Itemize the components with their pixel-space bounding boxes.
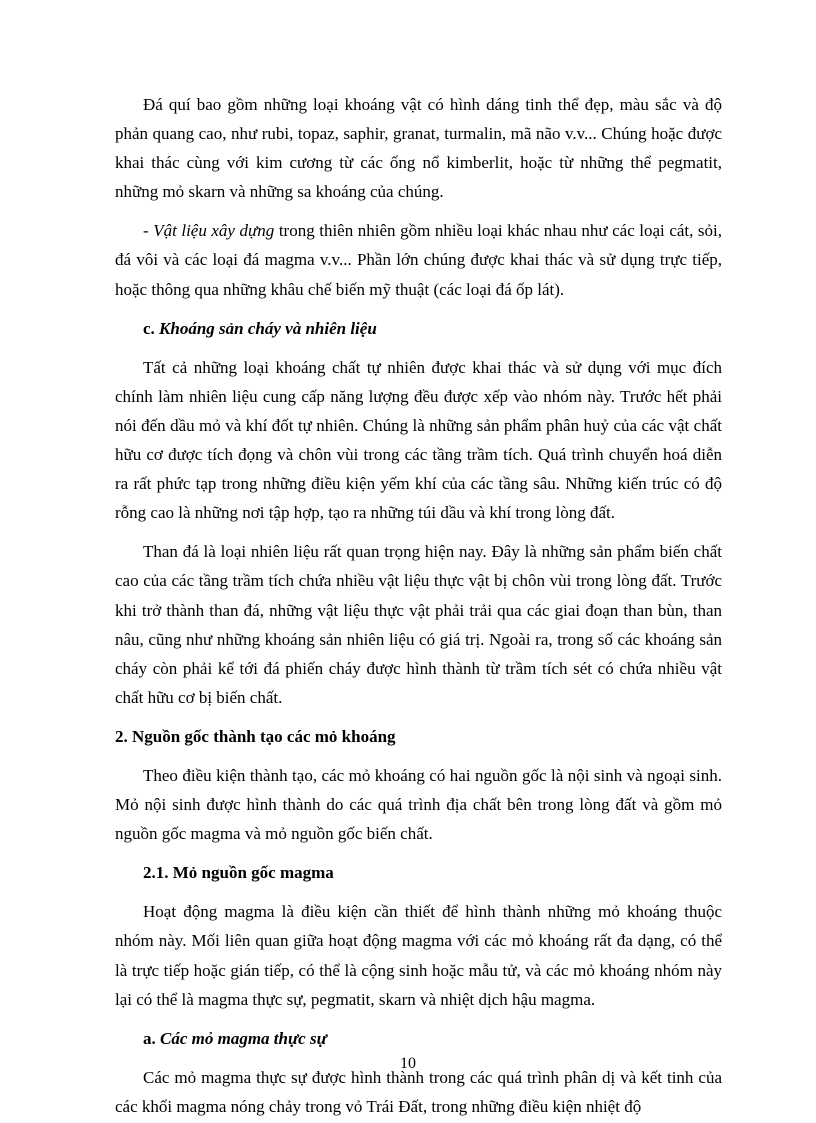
paragraph-oil-gas: Tất cả những loại khoáng chất tự nhiên được khai thác và sử dụng với mục đích chính làm nhiên liệu cung cấp năng lượng đều được xếp vào nhóm này. Trước hết phải nói đến dầu mỏ và khí đốt tự nhiên. Chúng là những sản phẩm phân huỷ của các vật chất hữu cơ được tích đọng và chôn vùi trong các tầng trầm tích. Quá trình chuyển hoá diễn ra rất phức tạp trong những điều kiện yếm khí của các tầng sâu. Những kiến trúc có độ rỗng cao là những nơi tập hợp, tạo ra những túi dầu và khí trong lòng đất. <box>115 357 722 523</box>
heading-c-title: Khoáng sản cháy và nhiên liệu <box>159 318 377 338</box>
heading-section-2-1: 2.1. Mỏ nguồn gốc magma <box>143 863 334 883</box>
heading-section-2: 2. Nguồn gốc thành tạo các mỏ khoáng <box>115 726 396 746</box>
heading-a-number: a. <box>143 1028 160 1048</box>
heading-a-true-magma <box>115 1024 722 1053</box>
building-materials-text: trong thiên nhiên gồm nhiều loại khác nhau như các loại cát, sỏi, đá vôi và các loại đá magma v.v... Phần lớn chúng được khai thác và sử dụng trực tiếp, hoặc thông qua những khâu chế biến mỹ thuật (các loại đá ốp lát). <box>115 221 723 299</box>
page-content <box>115 90 722 1123</box>
paragraph-gemstones: Đá quí bao gồm những loại khoáng vật có hình dáng tinh thể đẹp, màu sắc và độ phản quang cao, như rubi, topaz, saphir, granat, turmalin, mã não v.v... Chúng hoặc được khai thác cùng với kim cương từ các ống nổ kimberlit, hoặc từ những thể pegmatit, những mỏ skarn và những sa khoáng của chúng. <box>115 95 722 202</box>
paragraph-origin: Theo điều kiện thành tạo, các mỏ khoáng có hai nguồn gốc là nội sinh và ngoại sinh. Mỏ nội sinh được hình thành do các quá trình địa chất bên trong lòng đất và gồm mỏ nguồn gốc magma và mỏ nguồn gốc biến chất. <box>115 765 722 844</box>
heading-c-fuel <box>115 314 722 343</box>
paragraph-coal: Than đá là loại nhiên liệu rất quan trọng hiện nay. Đây là những sản phẩm biến chất cao của các tầng trầm tích chứa nhiều vật liệu thực vật bị chôn vùi trong lòng đất. Trước khi trở thành than đá, những vật liệu thực vật phải trải qua các giai đoạn than bùn, than nâu, cũng như những khoáng sản nhiên liệu có giá trị. Ngoài ra, trong số các khoáng sản cháy còn phải kể tới đá phiến cháy được hình thành từ trầm tích sét có chứa nhiều vật chất hữu cơ bị biến chất. <box>115 542 722 707</box>
paragraph-building-materials <box>115 216 722 303</box>
paragraph-true-magma-deposits: Các mỏ magma thực sự được hình thành trong các quá trình phân dị và kết tinh của các khối magma nóng chảy trong vỏ Trái Đất, trong những điều kiện nhiệt độ <box>115 1067 722 1116</box>
page-number: 10 <box>400 1055 416 1072</box>
heading-a-title: Các mỏ magma thực sự <box>160 1028 327 1048</box>
building-materials-term: - Vật liệu xây dựng <box>143 221 275 241</box>
paragraph-magma-activity: Hoạt động magma là điều kiện cần thiết để hình thành những mỏ khoáng thuộc nhóm này. Mối liên quan giữa hoạt động magma với các mỏ khoáng rất đa dạng, có thể là trực tiếp hoặc gián tiếp, có thể là cộng sinh hoặc mẫu tử, và các mỏ khoáng nhóm này lại có thể là magma thực sự, pegmatit, skarn và nhiệt dịch hậu magma. <box>115 902 722 1009</box>
heading-c-number: c. <box>143 318 160 338</box>
